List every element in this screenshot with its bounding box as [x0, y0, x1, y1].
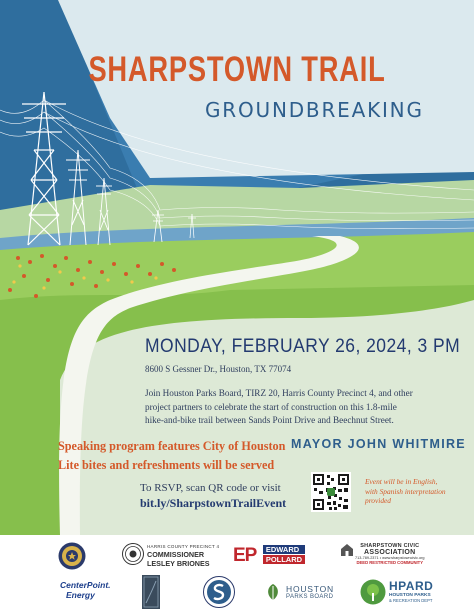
- commissioner-line-2: COMMISSIONER: [147, 550, 205, 559]
- language-note-line: Event will be in English,: [365, 477, 438, 486]
- civic-line-4: DEED RESTRICTED COMMUNITY: [356, 560, 424, 565]
- event-title: SHARPSTOWN TRAIL: [88, 50, 386, 89]
- hpard-logo: [389, 579, 433, 603]
- hpard-line-3: & RECREATION DEPT: [389, 598, 433, 603]
- civic-line-3: 713-789-2371 • www.sharpstowncivic.org: [355, 556, 425, 560]
- civic-line-2: ASSOCIATION: [364, 549, 416, 556]
- event-description: [145, 387, 460, 428]
- sharpstown-seal-icon: [203, 576, 235, 608]
- harris-county-seal-icon: [58, 542, 86, 570]
- centerpoint-line-1: CenterPoint.: [60, 580, 111, 590]
- language-note: [365, 477, 465, 506]
- rsvp-prompt: To RSVP, scan QR code or visit: [140, 482, 281, 494]
- centerpoint-logo: [60, 580, 111, 600]
- commissioner-logo: [147, 544, 219, 568]
- description-line: Join Houston Parks Board, TIRZ 20, Harris County Precinct 4, and other: [145, 388, 413, 398]
- centerpoint-line-2: Energy: [66, 590, 95, 600]
- parks-board-line-2: PARKS BOARD: [286, 594, 334, 600]
- qr-code-icon[interactable]: [311, 472, 351, 512]
- house-icon: [340, 543, 354, 557]
- civic-association-logo: [355, 543, 425, 565]
- parks-board-leaf-icon: [263, 582, 283, 602]
- event-subtitle: GROUNDBREAKING: [205, 98, 424, 122]
- precinct-4-seal-icon: [122, 543, 144, 565]
- pollard-initials: EP: [233, 545, 257, 566]
- language-note-line: with Spanish interpretation: [365, 486, 446, 496]
- speaking-program: Speaking program features City of Houston: [58, 439, 286, 453]
- language-note-line: provided: [365, 496, 391, 505]
- pollard-last-name: POLLARD: [263, 555, 305, 564]
- refreshments-note: Lite bites and refreshments will be served: [58, 458, 275, 472]
- hpard-tree-icon: [360, 579, 386, 605]
- commissioner-line-3: LESLEY BRIONES: [147, 559, 210, 568]
- management-district-emblem-icon: [142, 575, 160, 609]
- parks-board-line-1: HOUSTON: [286, 584, 334, 594]
- pollard-first-name: EDWARD: [263, 545, 305, 554]
- event-address: 8600 S Gessner Dr., Houston, TX 77074: [145, 364, 292, 374]
- event-date: MONDAY, FEBRUARY 26, 2024, 3 PM: [145, 336, 461, 357]
- houston-parks-board-logo: [286, 584, 334, 600]
- hpard-line-1: HPARD: [389, 579, 434, 593]
- civic-line-1: SHARPSTOWN CIVIC: [360, 543, 420, 549]
- description-line: hike-and-bike trail between Sands Point Drive and Beechnut Street.: [145, 415, 394, 425]
- pollard-logo: [233, 545, 305, 567]
- speaker-name: MAYOR JOHN WHITMIRE: [291, 437, 466, 451]
- description-line: project partners to celebrate the start of construction on this 1.8-mile: [145, 401, 397, 412]
- sponsor-logos: [0, 535, 474, 613]
- rsvp-link[interactable]: bit.ly/SharpstownTrailEvent: [140, 496, 287, 510]
- commissioner-line-1: HARRIS COUNTY PRECINCT 4: [147, 544, 220, 549]
- hpard-line-2: HOUSTON PARKS: [389, 593, 431, 598]
